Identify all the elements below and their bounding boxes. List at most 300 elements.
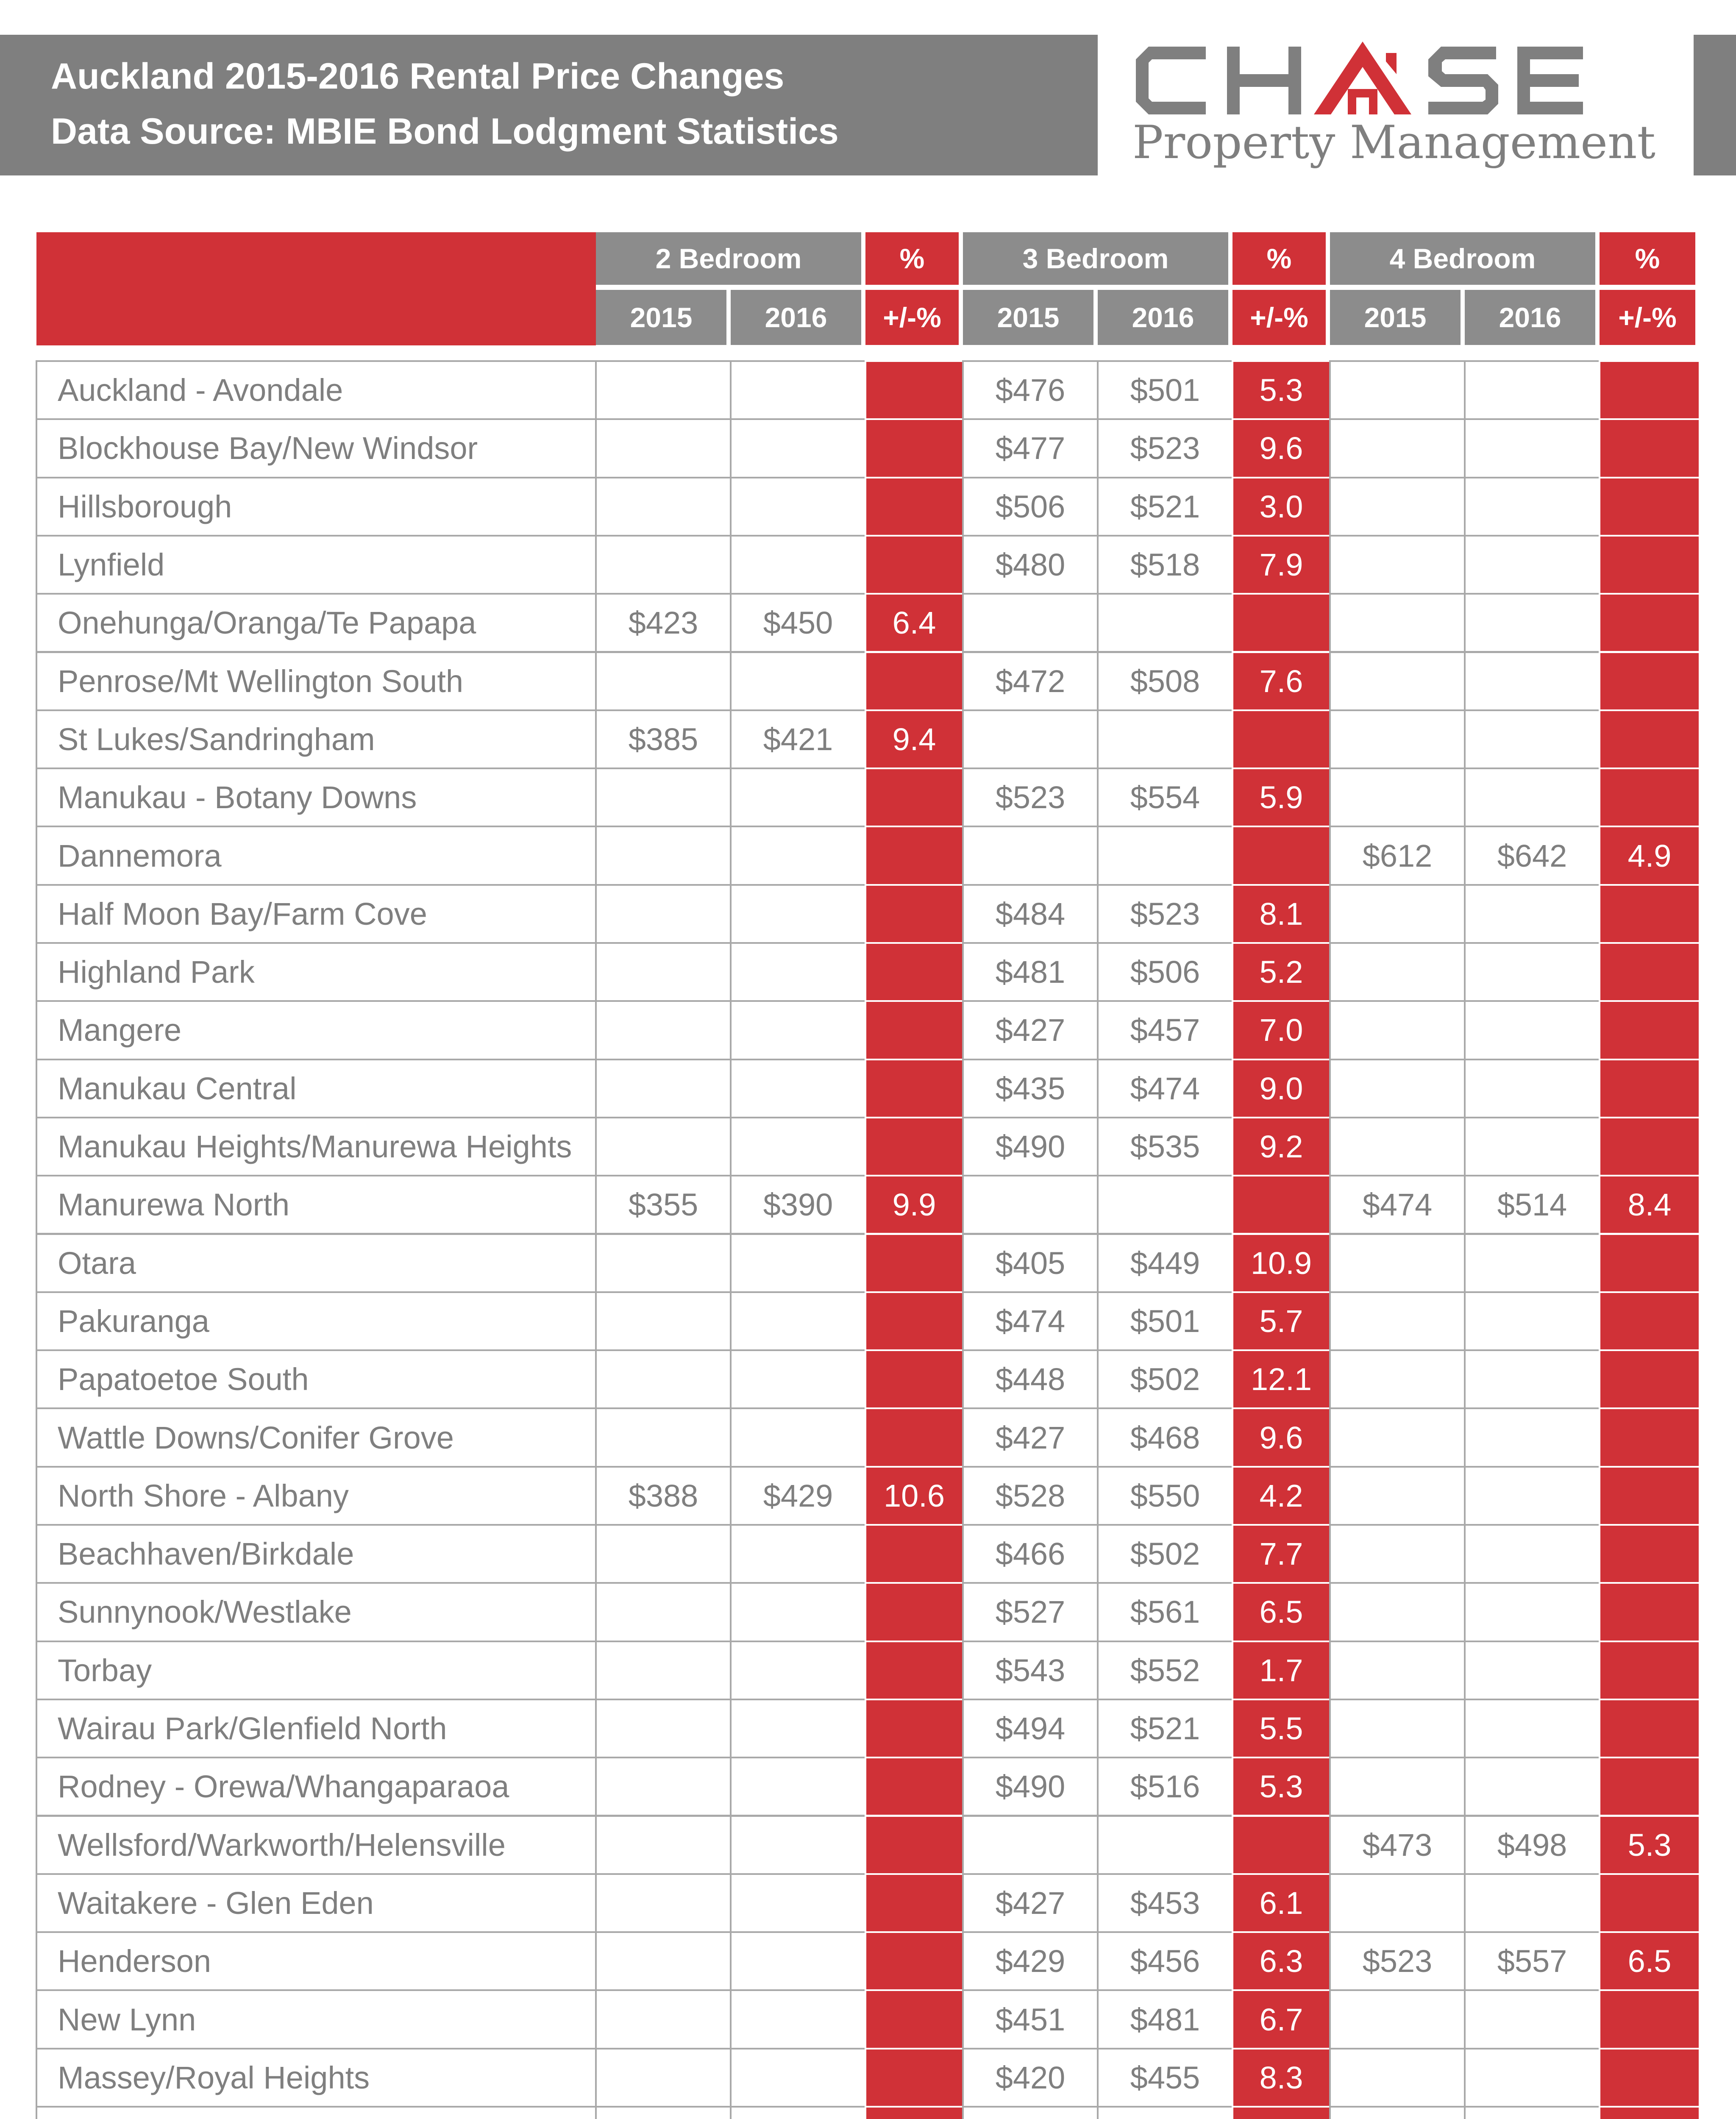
pct-change-header: +/-% <box>1600 290 1695 345</box>
rent-2015-cell <box>595 1873 732 1933</box>
rent-2016-cell <box>1464 651 1600 711</box>
pct-change-cell <box>865 418 964 478</box>
rent-2016-cell <box>730 535 866 595</box>
table-row <box>36 1641 1700 1699</box>
pct-change-cell <box>1599 593 1700 653</box>
rent-2016-cell: $457 <box>1097 1000 1233 1060</box>
rent-2015-cell: $388 <box>595 1466 732 1526</box>
rent-2015-cell: $474 <box>1329 1175 1466 1235</box>
pct-change-cell <box>1599 1757 1700 1816</box>
area-name-cell: Manukau Central <box>36 1059 597 1118</box>
pct-change-cell <box>1232 1175 1331 1235</box>
rent-2015-cell: $523 <box>962 768 1099 827</box>
rent-2015-cell: $355 <box>595 1175 732 1235</box>
rent-2015-cell <box>1329 477 1466 537</box>
pct-change-cell: 4.2 <box>1232 1466 1331 1526</box>
rent-2016-cell: $514 <box>1464 1175 1600 1235</box>
rent-2015-cell <box>595 1291 732 1351</box>
rent-2016-cell <box>1464 1117 1600 1176</box>
pct-change-cell: 6.3 <box>1232 1931 1331 1991</box>
rent-2015-cell <box>595 1233 732 1293</box>
pct-group-header: % <box>865 232 959 285</box>
rent-2016-cell <box>730 1000 866 1060</box>
rent-2015-cell <box>1329 535 1466 595</box>
rent-2016-cell <box>730 1641 866 1700</box>
rent-2015-cell <box>962 709 1099 769</box>
rent-2016-cell <box>1464 1000 1600 1060</box>
rent-2016-cell <box>1464 1407 1600 1467</box>
rent-2016-cell: $642 <box>1464 826 1600 885</box>
rent-2016-cell <box>730 1059 866 1118</box>
rent-2015-cell <box>595 2048 732 2108</box>
pct-change-cell <box>1599 1349 1700 1409</box>
rent-2015-cell <box>595 360 732 420</box>
pct-change-cell: 10.9 <box>1232 1233 1331 1293</box>
rent-2015-cell <box>595 768 732 827</box>
rent-2015-cell <box>962 2106 1099 2119</box>
pct-change-cell <box>865 651 964 711</box>
year-2015-header: 2015 <box>1330 290 1461 345</box>
pct-change-cell: 6.5 <box>1599 1931 1700 1991</box>
rent-2016-cell: $481 <box>1097 1989 1233 2049</box>
logo-subtitle: Property Management <box>1132 116 1655 169</box>
pct-change-cell <box>1599 1582 1700 1642</box>
rent-2015-cell <box>595 1699 732 1758</box>
rent-2015-cell: $477 <box>962 418 1099 478</box>
rent-2015-cell <box>962 1175 1099 1235</box>
pct-change-cell <box>1599 651 1700 711</box>
pct-change-cell <box>1599 418 1700 478</box>
table-row <box>36 361 1700 419</box>
rent-2016-cell <box>730 1873 866 1933</box>
rent-2016-cell <box>730 1931 866 1991</box>
pct-change-cell <box>865 768 964 827</box>
rent-2016-cell <box>1097 2106 1233 2119</box>
table-row <box>36 1118 1700 1176</box>
rent-2016-cell <box>1097 1175 1233 1235</box>
area-name-cell: Mangere <box>36 1000 597 1060</box>
rent-2016-cell <box>1464 418 1600 478</box>
rent-2016-cell: $474 <box>1097 1059 1233 1118</box>
pct-change-cell <box>865 1989 964 2049</box>
rent-2016-cell <box>730 1407 866 1467</box>
pct-change-cell: 8.3 <box>1232 2048 1331 2108</box>
pct-change-cell <box>1599 1873 1700 1933</box>
pct-change-cell <box>865 1931 964 1991</box>
table-row <box>36 478 1700 536</box>
rent-2015-cell: $543 <box>962 1641 1099 1700</box>
area-name-cell: Sunnynook/Westlake <box>36 1582 597 1642</box>
pct-change-cell <box>865 1000 964 1060</box>
rent-2015-cell <box>595 1407 732 1467</box>
rent-2015-cell <box>1329 884 1466 944</box>
rent-2015-cell <box>595 1000 732 1060</box>
pct-change-header: +/-% <box>865 290 959 345</box>
area-name-cell: Pakuranga <box>36 1291 597 1351</box>
pct-change-cell: 8.1 <box>1232 884 1331 944</box>
rent-2015-cell <box>595 1349 732 1409</box>
pct-change-cell <box>865 1233 964 1293</box>
rent-2015-cell <box>595 826 732 885</box>
rent-2016-cell: $516 <box>1097 1757 1233 1816</box>
pct-change-cell <box>1232 709 1331 769</box>
pct-change-cell: 6.1 <box>1232 1873 1331 1933</box>
area-name-cell: Dannemora <box>36 826 597 885</box>
rent-2015-cell: $448 <box>962 1349 1099 1409</box>
pct-change-cell <box>865 1757 964 1816</box>
pct-change-cell: 7.0 <box>1232 1000 1331 1060</box>
table-row <box>36 885 1700 943</box>
pct-change-cell <box>1599 1699 1700 1758</box>
page-subtitle: Data Source: MBIE Bond Lodgment Statistics <box>51 111 839 152</box>
rent-2015-cell: $435 <box>962 1059 1099 1118</box>
rent-2016-cell <box>1097 826 1233 885</box>
pct-change-cell: 7.7 <box>1232 1524 1331 1584</box>
area-name-cell <box>36 2106 597 2119</box>
rent-2016-cell <box>730 768 866 827</box>
table-row <box>36 1583 1700 1641</box>
rent-2015-cell <box>1329 1407 1466 1467</box>
rent-2016-cell: $506 <box>1097 942 1233 1002</box>
table-row <box>36 594 1700 652</box>
pct-change-cell: 5.3 <box>1232 360 1331 420</box>
table-row <box>36 1932 1700 1990</box>
table-row <box>36 1060 1700 1118</box>
rent-2015-cell: $481 <box>962 942 1099 1002</box>
year-2016-header: 2016 <box>1098 290 1228 345</box>
area-name-cell: North Shore - Albany <box>36 1466 597 1526</box>
pct-change-cell: 10.6 <box>865 1466 964 1526</box>
pct-change-cell: 9.4 <box>865 709 964 769</box>
rent-2015-cell: $420 <box>962 2048 1099 2108</box>
pct-change-cell <box>865 1349 964 1409</box>
pct-change-cell <box>865 2048 964 2108</box>
pct-change-cell <box>865 1873 964 1933</box>
pct-group-header: % <box>1600 232 1695 285</box>
pct-change-cell: 12.1 <box>1232 1349 1331 1409</box>
area-name-cell: Otara <box>36 1233 597 1293</box>
rent-2015-cell: $429 <box>962 1931 1099 1991</box>
rent-2016-cell: $521 <box>1097 1699 1233 1758</box>
pct-change-cell: 5.3 <box>1599 1815 1700 1875</box>
table-row <box>36 2107 1700 2119</box>
header-accent-bar <box>1694 35 1736 175</box>
rent-2015-cell: $427 <box>962 1407 1099 1467</box>
rent-2016-cell: $535 <box>1097 1117 1233 1176</box>
rent-2016-cell <box>1464 768 1600 827</box>
area-name-cell: Manukau Heights/Manurewa Heights <box>36 1117 597 1176</box>
rent-2016-cell <box>730 1757 866 1816</box>
area-name-cell: Papatoetoe South <box>36 1349 597 1409</box>
pct-change-cell <box>1232 826 1331 885</box>
rent-2015-cell: $427 <box>962 1000 1099 1060</box>
rent-2016-cell: $498 <box>1464 1815 1600 1875</box>
title-box <box>0 35 1098 175</box>
rent-2016-cell: $501 <box>1097 1291 1233 1351</box>
table-row <box>36 1176 1700 1234</box>
rent-2015-cell <box>1329 1349 1466 1409</box>
table-row <box>36 1350 1700 1408</box>
rent-2015-cell <box>595 884 732 944</box>
pct-change-cell <box>865 1699 964 1758</box>
rent-2016-cell <box>1464 1059 1600 1118</box>
rent-2016-cell: $550 <box>1097 1466 1233 1526</box>
rent-2016-cell <box>1464 1989 1600 2049</box>
rent-2015-cell: $405 <box>962 1233 1099 1293</box>
pct-change-cell <box>1232 593 1331 653</box>
rent-2016-cell <box>730 1699 866 1758</box>
pct-change-cell: 9.6 <box>1232 418 1331 478</box>
pct-change-cell: 5.2 <box>1232 942 1331 1002</box>
logo <box>1098 35 1694 175</box>
rent-2015-cell <box>1329 2106 1466 2119</box>
rent-2015-cell: $427 <box>962 1873 1099 1933</box>
rent-2015-cell <box>1329 1000 1466 1060</box>
pct-change-cell: 9.2 <box>1232 1117 1331 1176</box>
rent-2015-cell: $476 <box>962 360 1099 420</box>
rent-2015-cell <box>1329 1117 1466 1176</box>
pct-change-cell <box>865 360 964 420</box>
area-name-cell: St Lukes/Sandringham <box>36 709 597 769</box>
pct-change-cell <box>865 942 964 1002</box>
rent-2016-cell: $518 <box>1097 535 1233 595</box>
rent-2015-cell <box>1329 360 1466 420</box>
rent-2016-cell <box>730 1349 866 1409</box>
rent-2016-cell: $557 <box>1464 1931 1600 1991</box>
rent-2015-cell <box>1329 1466 1466 1526</box>
rent-2016-cell <box>1464 1233 1600 1293</box>
chase-logo-wordmark <box>1132 38 1661 123</box>
rent-2015-cell <box>595 418 732 478</box>
area-name-cell: Wattle Downs/Conifer Grove <box>36 1407 597 1467</box>
rent-2015-cell: $506 <box>962 477 1099 537</box>
area-name-cell: Auckland - Avondale <box>36 360 597 420</box>
rent-2016-cell <box>1464 1349 1600 1409</box>
pct-change-cell: 4.9 <box>1599 826 1700 885</box>
rent-2016-cell: $421 <box>730 709 866 769</box>
rent-2016-cell <box>730 2048 866 2108</box>
rent-2016-cell: $450 <box>730 593 866 653</box>
rent-2016-cell: $561 <box>1097 1582 1233 1642</box>
rent-2016-cell: $502 <box>1097 1349 1233 1409</box>
rent-2016-cell <box>730 1989 866 2049</box>
rent-2016-cell <box>730 826 866 885</box>
rent-2016-cell <box>1464 360 1600 420</box>
rent-2015-cell <box>595 1641 732 1700</box>
pct-change-cell: 5.9 <box>1232 768 1331 827</box>
area-name-cell: Blockhouse Bay/New Windsor <box>36 418 597 478</box>
pct-change-cell: 5.7 <box>1232 1291 1331 1351</box>
rent-2016-cell <box>730 418 866 478</box>
rent-2016-cell <box>1464 1757 1600 1816</box>
rent-2015-cell: $490 <box>962 1757 1099 1816</box>
year-2016-header: 2016 <box>1465 290 1595 345</box>
rent-2015-cell <box>1329 1989 1466 2049</box>
rent-2016-cell <box>1464 1524 1600 1584</box>
rent-2015-cell <box>1329 1524 1466 1584</box>
rent-2016-cell <box>1097 1815 1233 1875</box>
area-name-cell: Manukau - Botany Downs <box>36 768 597 827</box>
table-row <box>36 826 1700 884</box>
pct-change-cell <box>865 477 964 537</box>
rent-2016-cell <box>1464 593 1600 653</box>
table-row <box>36 710 1700 768</box>
rent-2016-cell <box>1097 709 1233 769</box>
pct-change-cell <box>1599 942 1700 1002</box>
rent-2015-cell <box>1329 1641 1466 1700</box>
table-row <box>36 2049 1700 2107</box>
rent-2015-cell <box>595 1582 732 1642</box>
rent-2015-cell: $523 <box>1329 1931 1466 1991</box>
pct-change-cell: 7.6 <box>1232 651 1331 711</box>
pct-change-cell <box>1232 2106 1331 2119</box>
rent-2016-cell <box>730 360 866 420</box>
area-name-cell: Half Moon Bay/Farm Cove <box>36 884 597 944</box>
pct-change-cell <box>865 2106 964 2119</box>
rent-2016-cell <box>1464 1582 1600 1642</box>
pct-change-cell <box>1599 709 1700 769</box>
table-row <box>36 419 1700 477</box>
rent-2016-cell <box>730 1233 866 1293</box>
table-row <box>36 1990 1700 2048</box>
pct-change-cell <box>865 1291 964 1351</box>
rent-2015-cell <box>595 1989 732 2049</box>
table-row <box>36 652 1700 710</box>
table-row <box>36 1001 1700 1059</box>
rent-2015-cell <box>962 1815 1099 1875</box>
rent-2015-cell <box>595 1815 732 1875</box>
pct-change-cell <box>865 884 964 944</box>
pct-change-cell <box>1599 1407 1700 1467</box>
rent-2015-cell: $473 <box>1329 1815 1466 1875</box>
area-name-cell: Penrose/Mt Wellington South <box>36 651 597 711</box>
area-name-cell: Waitakere - Glen Eden <box>36 1873 597 1933</box>
pct-change-cell: 9.6 <box>1232 1407 1331 1467</box>
pct-change-header: +/-% <box>1232 290 1326 345</box>
pct-change-cell <box>1599 1059 1700 1118</box>
pct-change-cell <box>1599 1989 1700 2049</box>
table-row <box>36 943 1700 1001</box>
rent-2016-cell: $449 <box>1097 1233 1233 1293</box>
rent-2016-cell <box>1464 477 1600 537</box>
pct-change-cell: 3.0 <box>1232 477 1331 537</box>
pct-change-cell <box>1599 360 1700 420</box>
pct-change-cell: 9.0 <box>1232 1059 1331 1118</box>
pct-change-cell: 6.5 <box>1232 1582 1331 1642</box>
rent-2015-cell <box>595 477 732 537</box>
rent-2015-cell <box>595 1931 732 1991</box>
rent-2016-cell <box>1464 1873 1600 1933</box>
table-row <box>36 1234 1700 1292</box>
house-roof-icon <box>1314 42 1411 114</box>
rent-2016-cell <box>1464 942 1600 1002</box>
rent-2016-cell <box>1464 2048 1600 2108</box>
table-row <box>36 1408 1700 1466</box>
area-name-cell: Lynfield <box>36 535 597 595</box>
rent-2016-cell: $453 <box>1097 1873 1233 1933</box>
pct-change-cell: 6.4 <box>865 593 964 653</box>
rent-2016-cell <box>1464 709 1600 769</box>
rent-2015-cell <box>962 826 1099 885</box>
rent-2016-cell <box>730 942 866 1002</box>
rent-2015-cell <box>595 535 732 595</box>
area-name-cell: Onehunga/Oranga/Te Papapa <box>36 593 597 653</box>
rent-2016-cell <box>730 2106 866 2119</box>
rent-2015-cell <box>1329 1233 1466 1293</box>
area-name-cell: Highland Park <box>36 942 597 1002</box>
rent-2016-cell <box>730 1582 866 1642</box>
rent-2016-cell <box>730 1524 866 1584</box>
rent-2016-cell <box>1464 884 1600 944</box>
rent-2016-cell <box>1464 1466 1600 1526</box>
rent-2015-cell <box>1329 1291 1466 1351</box>
rent-2015-cell: $484 <box>962 884 1099 944</box>
rent-2016-cell: $502 <box>1097 1524 1233 1584</box>
table-row <box>36 1699 1700 1757</box>
pct-change-cell <box>1232 1815 1331 1875</box>
pct-change-cell <box>1599 2048 1700 2108</box>
group-header: 2 Bedroom <box>596 232 861 285</box>
table-row <box>36 1816 1700 1874</box>
rent-2016-cell: $468 <box>1097 1407 1233 1467</box>
rent-2015-cell: $612 <box>1329 826 1466 885</box>
pct-change-cell <box>865 1059 964 1118</box>
rent-2015-cell: $451 <box>962 1989 1099 2049</box>
rent-2016-cell: $455 <box>1097 2048 1233 2108</box>
pct-change-cell <box>1599 1466 1700 1526</box>
table-row <box>36 1467 1700 1525</box>
area-name-cell: Wellsford/Warkworth/Helensville <box>36 1815 597 1875</box>
table-row <box>36 1292 1700 1350</box>
rent-2016-cell <box>1097 593 1233 653</box>
rent-2015-cell <box>1329 709 1466 769</box>
area-name-cell: Beachhaven/Birkdale <box>36 1524 597 1584</box>
pct-change-cell <box>1599 535 1700 595</box>
rent-2015-cell <box>595 1524 732 1584</box>
rent-2016-cell <box>730 884 866 944</box>
rent-2016-cell: $429 <box>730 1466 866 1526</box>
pct-change-cell <box>865 535 964 595</box>
rent-2016-cell <box>1464 535 1600 595</box>
pct-change-cell <box>1599 1641 1700 1700</box>
rent-2016-cell: $508 <box>1097 651 1233 711</box>
rent-2016-cell: $552 <box>1097 1641 1233 1700</box>
rent-2015-cell: $385 <box>595 709 732 769</box>
pct-change-cell: 7.9 <box>1232 535 1331 595</box>
year-2015-header: 2015 <box>963 290 1093 345</box>
pct-change-cell: 9.9 <box>865 1175 964 1235</box>
rent-2015-cell: $474 <box>962 1291 1099 1351</box>
rent-2015-cell <box>962 593 1099 653</box>
rent-2015-cell <box>595 1059 732 1118</box>
rent-2016-cell <box>730 1117 866 1176</box>
rent-2016-cell <box>730 1291 866 1351</box>
pct-change-cell: 5.5 <box>1232 1699 1331 1758</box>
pct-change-cell: 8.4 <box>1599 1175 1700 1235</box>
pct-change-cell <box>1599 1233 1700 1293</box>
header-bar <box>0 35 1736 175</box>
rent-2016-cell <box>730 1815 866 1875</box>
rent-2015-cell <box>595 1757 732 1816</box>
pct-change-cell <box>865 1582 964 1642</box>
rent-2016-cell: $521 <box>1097 477 1233 537</box>
rent-2016-cell: $523 <box>1097 418 1233 478</box>
pct-change-cell <box>1599 884 1700 944</box>
rent-2016-cell: $456 <box>1097 1931 1233 1991</box>
pct-change-cell <box>1599 2106 1700 2119</box>
rent-2015-cell: $528 <box>962 1466 1099 1526</box>
pct-change-cell <box>1599 768 1700 827</box>
